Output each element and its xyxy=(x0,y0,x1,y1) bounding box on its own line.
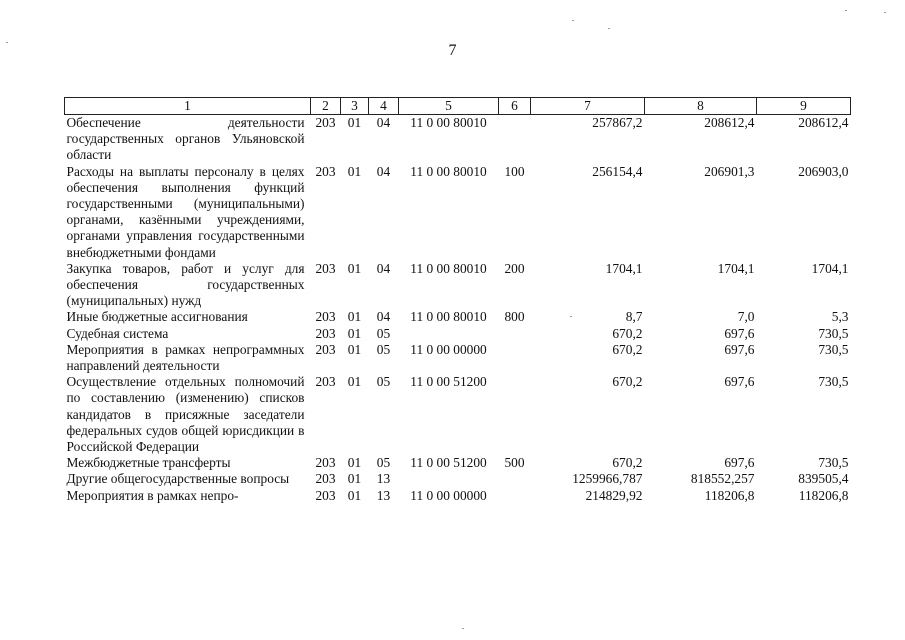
row-code-4: 13 xyxy=(376,471,391,487)
header-cell-7: 7 xyxy=(531,98,645,115)
row-amount-8: 697,6 xyxy=(724,341,755,357)
header-cell-1: 1 xyxy=(65,98,311,115)
row-amount-8: 697,6 xyxy=(724,455,755,471)
row-code-4: 04 xyxy=(376,163,391,179)
row-code-4: 04 xyxy=(376,309,391,325)
row-code-3: 01 xyxy=(347,341,362,357)
scan-speck xyxy=(608,28,610,29)
row-code-5: 11 0 00 80010 xyxy=(410,115,487,130)
row-amount-7: 670,2 xyxy=(612,325,643,341)
header-cell-3: 3 xyxy=(341,98,369,115)
row-code-3: 01 xyxy=(347,325,362,341)
row-code-4: 05 xyxy=(376,455,391,471)
row-code-2: 203 xyxy=(315,374,336,390)
row-code-5: 11 0 00 80010 xyxy=(410,163,487,179)
row-code-6: 100 xyxy=(504,163,525,179)
row-amount-7: 670,2 xyxy=(612,374,643,390)
header-cell-2: 2 xyxy=(311,98,341,115)
row-amount-9: 839505,4 xyxy=(798,471,849,487)
row-code-6 xyxy=(499,471,531,487)
row-code-3: 01 xyxy=(347,163,362,179)
row-code-2: 203 xyxy=(315,163,336,179)
row-amount-7: 214829,92 xyxy=(585,487,643,503)
scan-speck xyxy=(845,10,847,11)
row-amount-8: 818552,257 xyxy=(690,471,755,487)
table-row xyxy=(65,471,851,487)
row-amount-8: 118206,8 xyxy=(704,487,755,503)
row-amount-8: 208612,4 xyxy=(704,115,755,130)
row-name: Межбюджетные трансферты xyxy=(66,455,231,471)
row-code-5 xyxy=(399,471,499,487)
row-code-3: 01 xyxy=(347,374,362,390)
table-body xyxy=(65,115,851,504)
row-code-3: 01 xyxy=(347,115,362,130)
row-amount-8: 7,0 xyxy=(737,309,755,325)
row-name: Обеспечение деятельности государственных органов Ульяновской области xyxy=(66,115,305,163)
row-code-5 xyxy=(399,326,499,342)
row-amount-8: 697,6 xyxy=(724,374,755,390)
row-code-6 xyxy=(499,342,531,374)
row-code-2: 203 xyxy=(315,260,336,276)
table-row xyxy=(65,115,851,164)
row-code-3: 01 xyxy=(347,471,362,487)
row-amount-8: 206901,3 xyxy=(704,163,755,179)
header-cell-4: 4 xyxy=(369,98,399,115)
row-code-6 xyxy=(499,488,531,504)
row-amount-8: 697,6 xyxy=(724,325,755,341)
row-amount-7: 670,2 xyxy=(612,341,643,357)
row-code-4: 05 xyxy=(376,341,391,357)
header-cell-5: 5 xyxy=(399,98,499,115)
table-row xyxy=(65,261,851,310)
row-code-6 xyxy=(499,326,531,342)
scan-speck xyxy=(572,20,574,21)
row-amount-7: 1704,1 xyxy=(605,260,643,276)
row-amount-9: 208612,4 xyxy=(798,115,849,130)
row-amount-9: 206903,0 xyxy=(798,163,849,179)
row-code-2: 203 xyxy=(315,115,336,130)
scan-speck xyxy=(6,42,8,43)
row-code-2: 203 xyxy=(315,455,336,471)
table-header-row xyxy=(65,98,851,115)
row-name: Закупка товаров, работ и услуг для обеспечения государственных (муниципальных) нужд xyxy=(66,260,305,309)
row-amount-9: 1704,1 xyxy=(811,260,849,276)
page-number: 7 xyxy=(448,42,457,59)
row-code-5: 11 0 00 80010 xyxy=(410,309,487,325)
row-code-5: 11 0 00 00000 xyxy=(410,341,487,357)
row-code-2: 203 xyxy=(315,471,336,487)
budget-table xyxy=(64,97,851,504)
row-code-6: 500 xyxy=(504,455,525,471)
row-code-2: 203 xyxy=(315,309,336,325)
row-name: Мероприятия в рамках непро- xyxy=(66,487,239,503)
header-cell-9: 9 xyxy=(757,98,851,115)
scan-speck xyxy=(570,316,572,317)
row-code-4: 05 xyxy=(376,374,391,390)
row-code-3: 01 xyxy=(347,455,362,471)
row-amount-9: 118206,8 xyxy=(798,487,849,503)
row-code-6 xyxy=(499,115,531,164)
row-amount-9: 5,3 xyxy=(831,309,849,325)
row-amount-7: 8,7 xyxy=(625,309,643,325)
row-code-3: 01 xyxy=(347,260,362,276)
scan-speck xyxy=(884,12,886,13)
row-code-5: 11 0 00 80010 xyxy=(410,260,487,276)
header-cell-6: 6 xyxy=(499,98,531,115)
row-code-4: 05 xyxy=(376,325,391,341)
row-amount-7: 1259966,787 xyxy=(572,471,643,487)
row-amount-7: 670,2 xyxy=(612,455,643,471)
row-code-5: 11 0 00 51200 xyxy=(410,374,487,390)
row-amount-9: 730,5 xyxy=(818,374,849,390)
row-code-6: 800 xyxy=(504,309,525,325)
row-code-3: 01 xyxy=(347,309,362,325)
row-amount-7: 257867,2 xyxy=(592,115,643,130)
row-code-4: 04 xyxy=(376,115,391,130)
row-amount-9: 730,5 xyxy=(818,325,849,341)
row-code-6: 200 xyxy=(504,260,525,276)
row-name: Мероприятия в рамках непрограммных направлений деятельности xyxy=(66,341,305,374)
row-code-3: 01 xyxy=(347,487,362,503)
row-code-5: 11 0 00 00000 xyxy=(410,487,487,503)
row-code-6 xyxy=(499,374,531,455)
table-row xyxy=(65,374,851,455)
header-cell-8: 8 xyxy=(645,98,757,115)
row-code-2: 203 xyxy=(315,325,336,341)
row-code-4: 13 xyxy=(376,487,391,503)
table-row xyxy=(65,488,851,504)
row-amount-8: 1704,1 xyxy=(717,260,755,276)
table-row xyxy=(65,309,851,325)
row-code-5: 11 0 00 51200 xyxy=(410,455,487,471)
row-name: Иные бюджетные ассигнования xyxy=(66,309,248,325)
row-code-2: 203 xyxy=(315,487,336,503)
table-row xyxy=(65,342,851,374)
row-name: Судебная система xyxy=(66,325,169,341)
row-name: Другие общегосударственные вопросы xyxy=(66,471,290,487)
table-row xyxy=(65,164,851,261)
row-code-2: 203 xyxy=(315,341,336,357)
table-row xyxy=(65,455,851,471)
row-amount-9: 730,5 xyxy=(818,455,849,471)
row-name: Расходы на выплаты персоналу в целях обеспечения выполнения функций государственными (муниципальными) органами, казёнными учреждениями, органами управления государственными внебюджетными фондами xyxy=(66,163,305,260)
row-amount-7: 256154,4 xyxy=(592,163,643,179)
scan-speck xyxy=(462,628,464,629)
row-code-4: 04 xyxy=(376,260,391,276)
row-name: Осуществление отдельных полномочий по составлению (изменению) списков кандидатов в присяжные заседатели федеральных судов общей юрисдикции в Российской Федерации xyxy=(66,374,305,455)
table-row xyxy=(65,326,851,342)
row-amount-9: 730,5 xyxy=(818,341,849,357)
